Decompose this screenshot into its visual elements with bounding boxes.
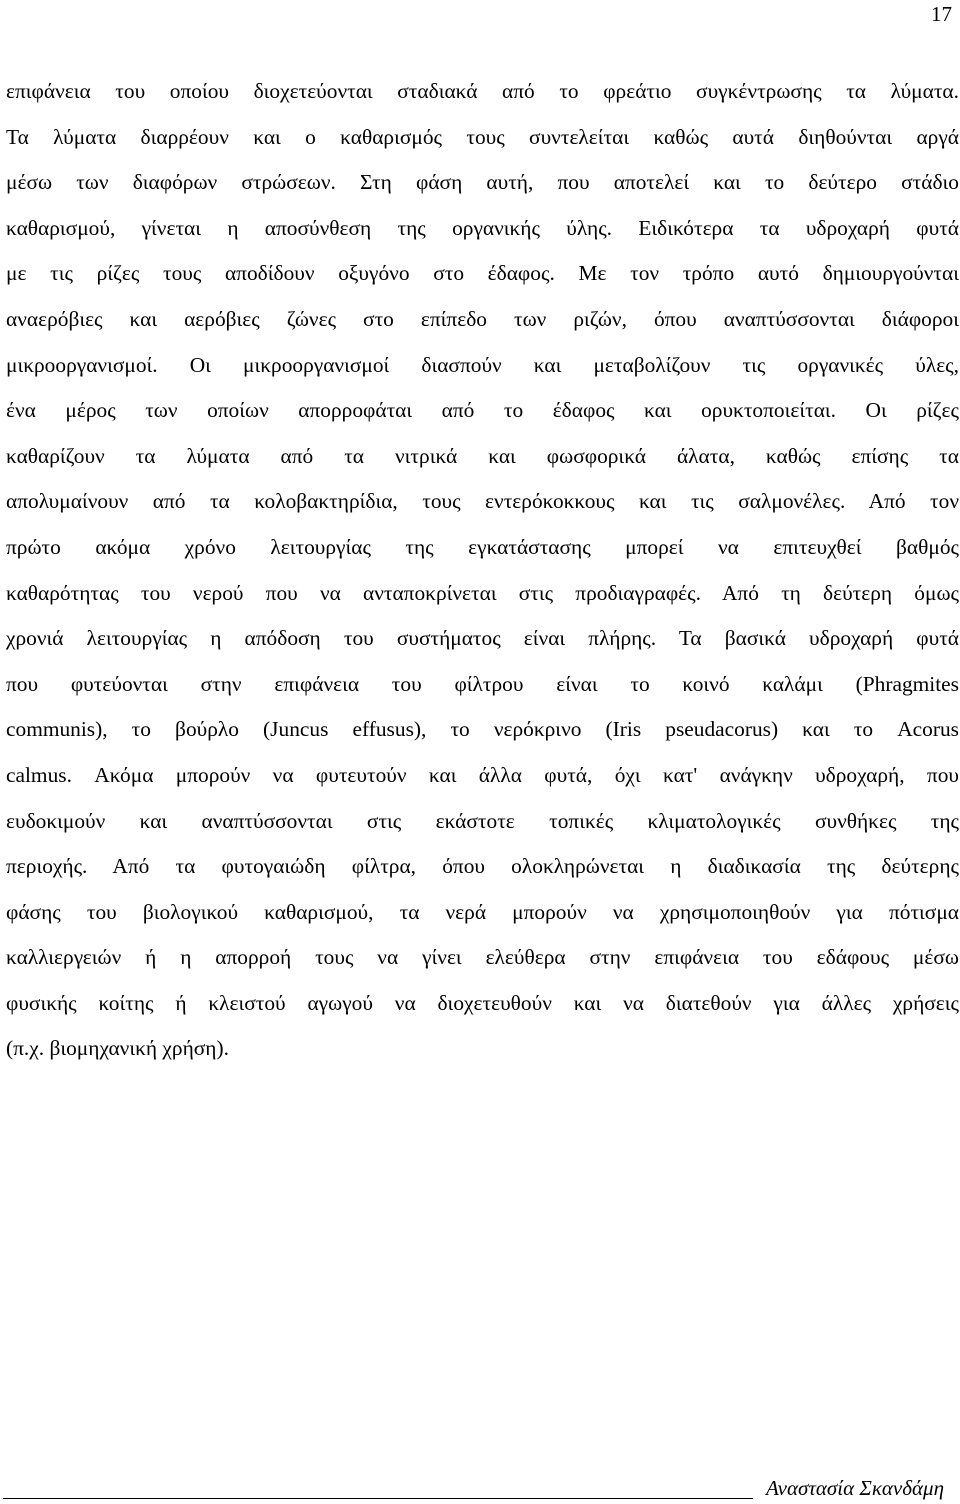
paragraph-line: Τα λύματα διαρρέουν και ο καθαρισμός τους συντελείται καθώς αυτά διηθούνται αργά <box>6 124 959 149</box>
paragraph-line: μικροοργανισμοί. Οι μικροοργανισμοί διασπούν και μεταβολίζουν τις οργανικές ύλες, <box>6 352 959 377</box>
paragraph-line: καθαρισμού, γίνεται η αποσύνθεση της οργανικής ύλης. Ειδικότερα τα υδροχαρή φυτά <box>6 215 959 240</box>
paragraph-line: καθαρότητας του νερού που να ανταποκρίνεται στις προδιαγραφές. Από τη δεύτερη όμως <box>6 580 959 605</box>
paragraph-line: περιοχής. Από τα φυτογαιώδη φίλτρα, όπου ολοκληρώνεται η διαδικασία της δεύτερης <box>6 854 959 879</box>
footer-rule <box>3 1498 753 1499</box>
paragraph-line: καλλιεργειών ή η απορροή τους να γίνει ελεύθερα στην επιφάνεια του εδάφους μέσω <box>6 945 959 970</box>
paragraph-line: ένα μέρος των οποίων απορροφάται από το έδαφος και ορυκτοποιείται. Οι ρίζες <box>6 398 959 423</box>
paragraph-line: φάσης του βιολογικού καθαρισμού, τα νερά μπορούν να χρησιμοποιηθούν για πότισμα <box>6 899 959 924</box>
paragraph-line: που φυτεύονται στην επιφάνεια του φίλτρου είναι το κοινό καλάμι (Phragmites <box>6 671 959 696</box>
page-number: 17 <box>931 2 952 26</box>
paragraph-line: calmus. Ακόμα μπορούν να φυτευτούν και άλλα φυτά, όχι κατ' ανάγκην υδροχαρή, που <box>6 762 959 787</box>
paragraph-line: επιφάνεια του οποίου διοχετεύονται σταδιακά από το φρεάτιο συγκέντρωσης τα λύματα. <box>6 79 959 103</box>
page-footer <box>0 1476 960 1502</box>
paragraph-line: με τις ρίζες τους αποδίδουν οξυγόνο στο έδαφος. Με τον τρόπο αυτό δημιουργούνται <box>6 261 959 286</box>
paragraph-line: φυσικής κοίτης ή κλειστού αγωγού να διοχετευθούν και να διατεθούν για άλλες χρήσεις <box>6 990 959 1015</box>
paragraph-line: καθαρίζουν τα λύματα από τα νιτρικά και φωσφορικά άλατα, καθώς επίσης τα <box>6 443 959 468</box>
paragraph-line: communis), το βούρλο (Juncus effusus), το νερόκρινο (Iris pseudacorus) και το Acorus <box>6 717 959 742</box>
paragraph-line-last: (π.χ. βιομηχανική χρήση). <box>6 1036 229 1061</box>
paragraph-line: χρονιά λειτουργίας η απόδοση του συστήματος είναι πλήρης. Τα βασικά υδροχαρή φυτά <box>6 626 959 651</box>
footer-author: Αναστασία Σκανδάμη <box>765 1476 944 1500</box>
paragraph-line: αναερόβιες και αερόβιες ζώνες στο επίπεδο των ριζών, όπου αναπτύσσονται διάφοροι <box>6 306 959 331</box>
paragraph-line: ευδοκιμούν και αναπτύσσονται στις εκάστοτε τοπικές κλιματολογικές συνθήκες της <box>6 808 959 833</box>
paragraph-line: πρώτο ακόμα χρόνο λειτουργίας της εγκατάστασης μπορεί να επιτευχθεί βαθμός <box>6 534 959 559</box>
paragraph-line: απολυμαίνουν από τα κολοβακτηρίδια, τους εντερόκοκκους και τις σαλμονέλες. Από τον <box>6 489 959 514</box>
body-paragraph <box>6 69 959 1072</box>
paragraph-line: μέσω των διαφόρων στρώσεων. Στη φάση αυτή, που αποτελεί και το δεύτερο στάδιο <box>6 170 959 195</box>
